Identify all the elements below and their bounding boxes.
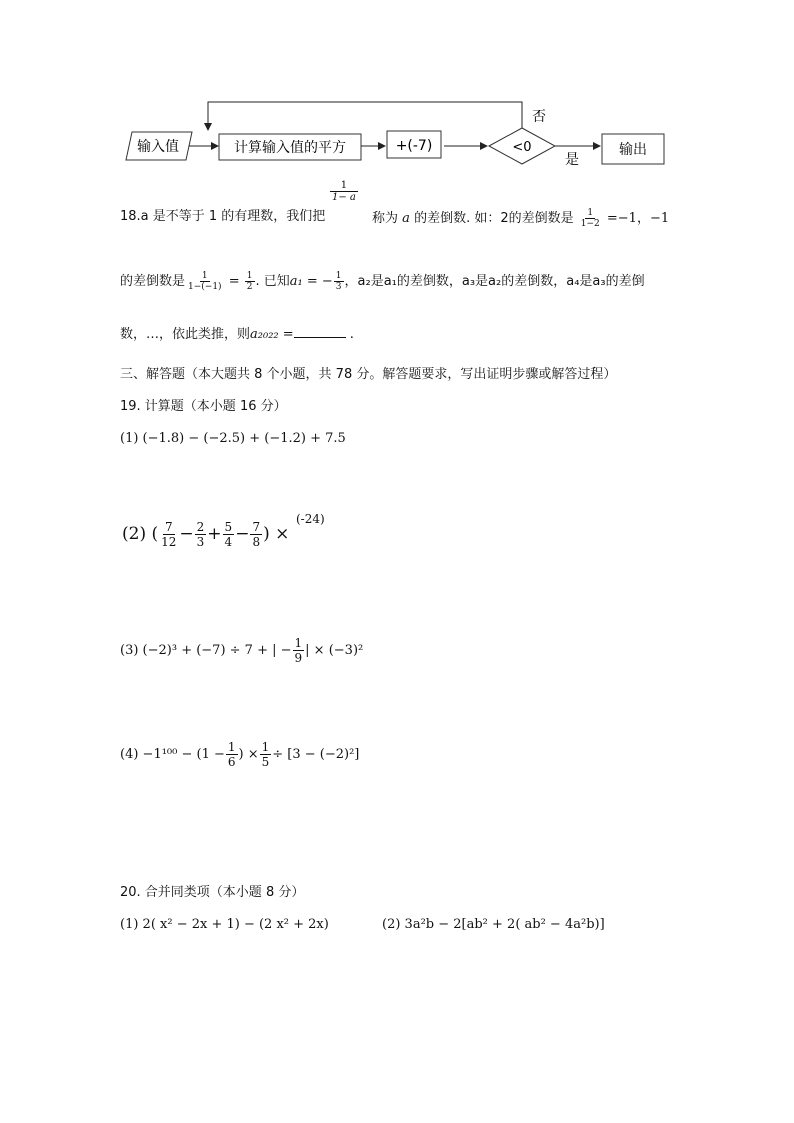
q19-p3-num: 1 <box>294 636 303 650</box>
q18-def-num: 1 <box>330 180 358 192</box>
q19-title: 19. 计算题（本小题 16 分） <box>120 399 287 414</box>
q19-p2-f2-num: 2 <box>196 520 205 534</box>
q18-line3-text: 数，…，依此类推，则 <box>120 327 251 342</box>
q18-third-frac <box>334 271 344 292</box>
yes-label: 是 <box>565 152 579 168</box>
square-label: 计算输入值的平方 <box>234 140 346 156</box>
q18-line2 <box>120 271 645 292</box>
q18-half-den: 2 <box>246 282 253 292</box>
q19-p4 <box>120 740 359 769</box>
q18-third-den: 3 <box>335 282 342 292</box>
q18-half-num: 1 <box>246 271 253 281</box>
q18-ex1-den: 1−2 <box>580 219 600 229</box>
q19-p2-f1-den: 12 <box>161 535 177 549</box>
no-label: 否 <box>532 109 546 125</box>
q18-eq: = <box>228 274 240 289</box>
q19-p2-f2-den: 3 <box>196 535 205 549</box>
q18-line1b <box>372 208 669 229</box>
q18-prefix: 18.a 是不等于 1 的有理数，我们把 <box>120 209 326 224</box>
q19-p2-f1 <box>159 520 178 549</box>
q19-p2-sup: (-24) <box>296 512 325 526</box>
q19-p4-f1-num: 1 <box>227 740 236 754</box>
q19-p4-f1 <box>226 740 238 769</box>
q18-target: a₂₀₂₂ = <box>250 327 294 342</box>
q19-p3-frac <box>293 636 305 665</box>
q18-half-frac <box>245 271 255 292</box>
q18-var-a: a <box>402 211 410 226</box>
q19-p4-pre: (4) −1¹⁰⁰ − (1 − <box>120 747 225 762</box>
section3-heading: 三、解答题（本大题共 8 个小题，共 78 分。解答题要求，写出证明步骤或解答过程） <box>120 367 617 382</box>
q19-p3-post: | × (−3)² <box>305 643 364 658</box>
q18-def-fraction <box>330 180 358 203</box>
q18-mid2: 的差倒数. 如：2的差倒数是 <box>414 211 574 226</box>
q19-p2-f3-den: 4 <box>224 535 233 549</box>
input-label: 输入值 <box>137 139 179 155</box>
q18-ex2-den: 1−(−1) <box>188 282 222 292</box>
q18-line1 <box>120 208 325 226</box>
condition-label: <0 <box>512 140 532 155</box>
q19-p2-f4-den: 8 <box>252 535 261 549</box>
q19-p2-f3 <box>223 520 235 549</box>
output-label: 输出 <box>619 142 647 158</box>
q19-p2-f4 <box>250 520 262 549</box>
q19-p2-f3-num: 5 <box>224 520 233 534</box>
q19-p2: (2) ( $\frac{7}{12}$ − $\frac{2}{3}$ + $\frac{5}{4}$ − $\frac{7}{8}$ ) × <box>122 520 290 549</box>
q18-rest: ，a₂是a₁的差倒数，a₃是a₂的差倒数，a₄是a₃的差倒 <box>344 274 645 289</box>
q18-mid: 称为 <box>372 211 399 226</box>
q20-title: 20. 合并同类项（本小题 8 分） <box>120 885 305 900</box>
q19-p2-mult: ) × <box>263 524 290 544</box>
q19-p3-den: 9 <box>294 651 303 665</box>
q19-p3-pre: (3) (−2)³ + (−7) ÷ 7 + | − <box>120 643 292 658</box>
q18-end: . <box>349 327 354 342</box>
add-label: +(-7) <box>395 138 433 154</box>
q18-def-den: 1− a <box>332 192 356 203</box>
q19-p4-f2-den: 5 <box>261 755 270 769</box>
q19-p4-f2-num: 1 <box>261 740 270 754</box>
q19-p2-label: (2) ( <box>122 524 159 544</box>
q20-p1: (1) 2( x² − 2x + 1) − (2 x² + 2x) <box>120 917 329 932</box>
q20-p2: (2) 3a²b − 2[ab² + 2( ab² − 4a²b)] <box>382 917 605 932</box>
q19-p4-f1-den: 6 <box>227 755 236 769</box>
q18-a1-eq: a₁ = − <box>289 274 333 289</box>
q18-third-num: 1 <box>335 271 342 281</box>
q19-p2-f1-num: 7 <box>164 520 173 534</box>
q18-ex1-num: 1 <box>587 208 594 218</box>
q18-line2-start: 的差倒数是 <box>120 274 186 289</box>
q19-p1: (1) (−1.8) − (−2.5) + (−1.2) + 7.5 <box>120 431 346 446</box>
q18-given: . 已知 <box>255 274 290 289</box>
q18-answer-blank[interactable] <box>294 325 346 338</box>
q19-p2-f2 <box>195 520 207 549</box>
q18-ex1-result: =−1，−1 <box>606 211 670 226</box>
q18-ex2-frac <box>186 271 224 292</box>
q19-p4-post: ÷ [3 − (−2)²] <box>272 747 360 762</box>
q19-p3 <box>120 636 363 665</box>
q19-p2-f4-num: 7 <box>252 520 261 534</box>
q19-p4-f2 <box>260 740 272 769</box>
q19-p4-mid: ) × <box>238 747 259 762</box>
q18-ex2-num: 1 <box>201 271 208 281</box>
q18-line3 <box>120 325 354 344</box>
flowchart <box>0 0 794 180</box>
q18-ex1-frac <box>579 208 602 229</box>
